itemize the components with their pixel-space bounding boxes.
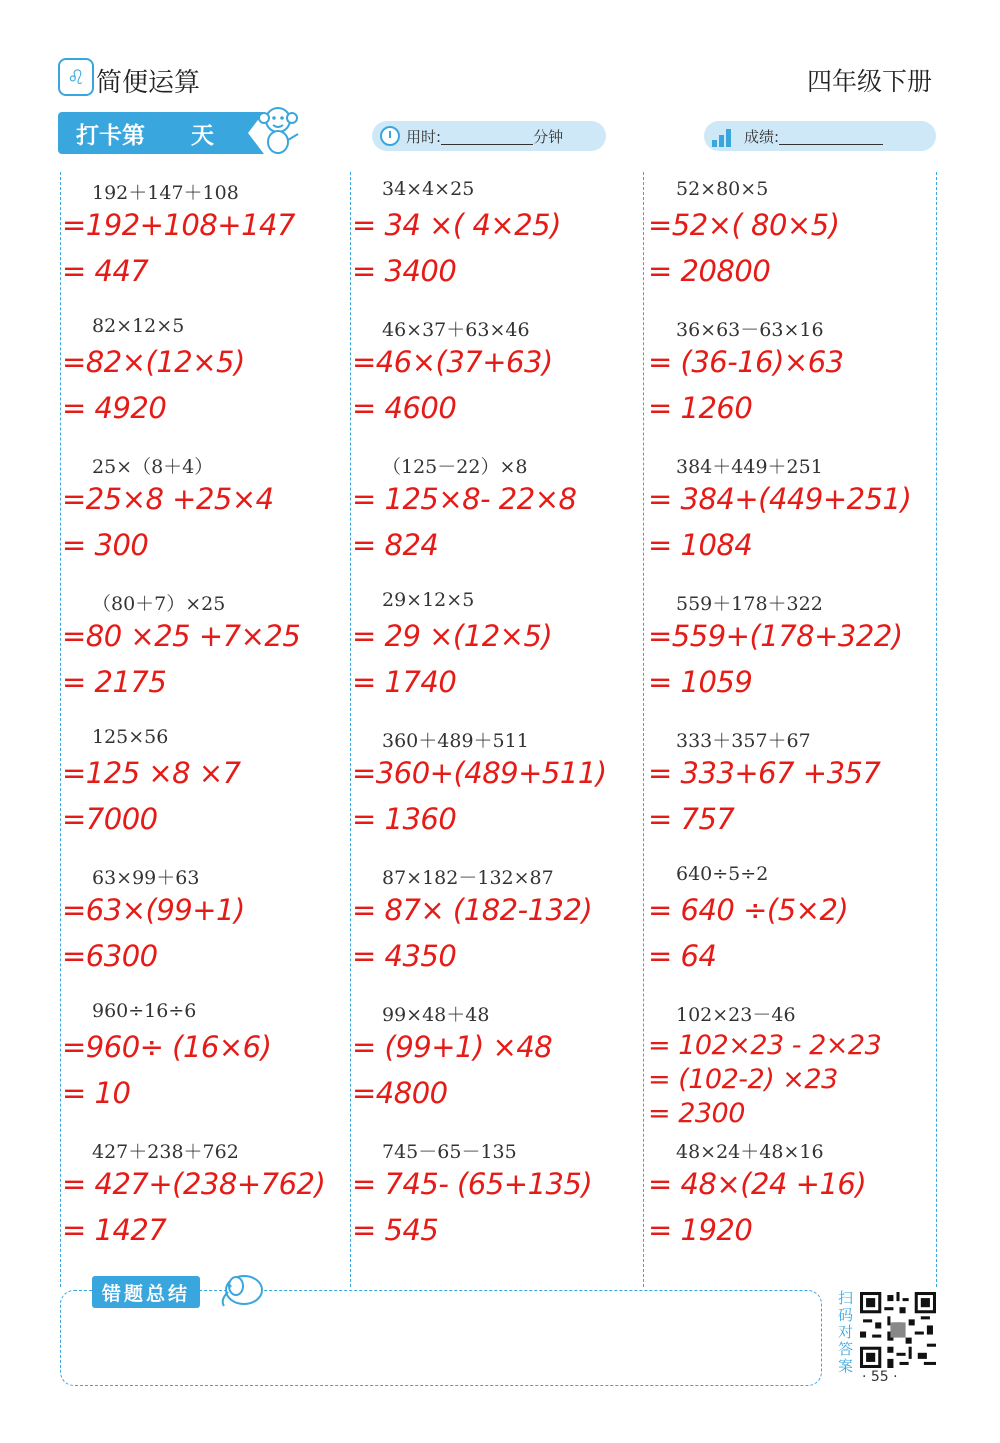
grade-label: 四年级下册 — [806, 67, 932, 96]
problem-expression: 384＋449＋251 — [676, 456, 823, 478]
handwritten-step-1: =125 ×8 ×7 — [62, 756, 241, 790]
handwritten-step-1: =80 ×25 +7×25 — [62, 619, 301, 653]
handwritten-step-1: = 745- (65+135) — [352, 1167, 593, 1201]
score-field — [704, 121, 936, 151]
handwritten-step-2: = 1059 — [648, 665, 753, 699]
handwritten-step-2: = 447 — [62, 254, 149, 288]
handwritten-step-2: = 1427 — [62, 1213, 167, 1247]
handwritten-step-2: = 64 — [648, 939, 717, 973]
handwritten-step-1: =46×(37+63) — [352, 345, 553, 379]
score-label: 成绩: — [744, 127, 780, 146]
handwritten-step-1: = 34 ×( 4×25) — [352, 208, 561, 242]
problem-expression: 427＋238＋762 — [92, 1141, 239, 1163]
handwritten-step-2: = 545 — [352, 1213, 439, 1247]
problem-expression: 48×24＋48×16 — [676, 1141, 824, 1163]
left-border — [60, 172, 61, 1287]
problem-expression: 99×48＋48 — [382, 1004, 490, 1026]
handwritten-step-2: = 4600 — [352, 391, 457, 425]
checkin-label-a: 打卡第 — [76, 122, 145, 149]
problem-expression: 102×23－46 — [676, 1004, 796, 1026]
handwritten-step-2: = 3400 — [352, 254, 457, 288]
lion-logo-icon: ♌ — [58, 58, 94, 96]
handwritten-step-2: = 20800 — [648, 254, 771, 288]
handwritten-step-2: =6300 — [62, 939, 158, 973]
handwritten-step-1: =960÷ (16×6) — [62, 1030, 272, 1064]
handwritten-step-2: = 300 — [62, 528, 149, 562]
handwritten-step-2: = 1920 — [648, 1213, 753, 1247]
handwritten-step-2: = 10 — [62, 1076, 131, 1110]
score-input[interactable] — [779, 128, 883, 145]
problem-expression: 46×37＋63×46 — [382, 319, 530, 341]
handwritten-step-2: = (102-2) ×23 — [648, 1064, 838, 1095]
handwritten-step-1: = 640 ÷(5×2) — [648, 893, 849, 927]
elephant-icon — [216, 1270, 268, 1310]
page-title: 简便运算 — [96, 68, 201, 98]
scan-answer-label: 扫码对答案 — [838, 1289, 854, 1375]
problem-expression: 52×80×5 — [676, 178, 769, 200]
handwritten-step-2: = 1084 — [648, 528, 753, 562]
time-input[interactable] — [441, 128, 533, 145]
problem-expression: 87×182－132×87 — [382, 867, 554, 889]
summary-label: 错题总结 — [92, 1276, 200, 1308]
handwritten-step-1: =192+108+147 — [62, 208, 295, 242]
handwritten-step-2: = 824 — [352, 528, 439, 562]
problem-expression: 29×12×5 — [382, 589, 475, 611]
handwritten-step-2: = 1260 — [648, 391, 753, 425]
problem-expression: 192＋147＋108 — [92, 182, 239, 204]
right-border — [936, 172, 937, 1287]
problem-expression: （125－22）×8 — [382, 456, 528, 478]
handwritten-step-1: =52×( 80×5) — [648, 208, 840, 242]
handwritten-step-1: = (99+1) ×48 — [352, 1030, 553, 1064]
problem-expression: 63×99＋63 — [92, 867, 200, 889]
time-field — [372, 121, 606, 151]
problem-expression: 745－65－135 — [382, 1141, 517, 1163]
page-number: · 55 · — [862, 1369, 898, 1385]
handwritten-step-2: = 4920 — [62, 391, 167, 425]
handwritten-step-2: = 1740 — [352, 665, 457, 699]
handwritten-step-1: = 333+67 +357 — [648, 756, 881, 790]
handwritten-step-3: = 2300 — [648, 1098, 745, 1129]
problem-expression: 125×56 — [92, 726, 169, 748]
handwritten-step-1: =63×(99+1) — [62, 893, 245, 927]
problem-expression: 36×63－63×16 — [676, 319, 824, 341]
handwritten-step-1: = 125×8- 22×8 — [352, 482, 577, 516]
handwritten-step-1: = 102×23 - 2×23 — [648, 1030, 882, 1061]
problem-expression: 360＋489＋511 — [382, 730, 529, 752]
handwritten-step-2: = 2175 — [62, 665, 167, 699]
handwritten-step-1: =82×(12×5) — [62, 345, 245, 379]
handwritten-step-1: = 48×(24 +16) — [648, 1167, 867, 1201]
clock-icon — [380, 126, 400, 146]
column-divider-2 — [643, 172, 644, 1287]
handwritten-step-2: =7000 — [62, 802, 158, 836]
score-chart-icon — [712, 125, 736, 147]
handwritten-step-1: = 87× (182-132) — [352, 893, 593, 927]
handwritten-step-1: =360+(489+511) — [352, 756, 607, 790]
problem-expression: 640÷5÷2 — [676, 863, 769, 885]
handwritten-step-1: =559+(178+322) — [648, 619, 903, 653]
handwritten-step-1: = (36-16)×63 — [648, 345, 844, 379]
time-label: 用时: — [406, 127, 442, 146]
problem-expression: 333＋357＋67 — [676, 730, 811, 752]
checkin-banner — [58, 112, 248, 154]
handwritten-step-1: = 427+(238+762) — [62, 1167, 326, 1201]
problem-expression: 559＋178＋322 — [676, 593, 823, 615]
qr-code-icon[interactable] — [860, 1292, 936, 1368]
handwritten-step-1: = 384+(449+251) — [648, 482, 912, 516]
problem-expression: （80＋7）×25 — [92, 593, 226, 615]
column-divider-1 — [350, 172, 351, 1287]
time-unit: 分钟 — [533, 127, 564, 146]
problem-expression: 960÷16÷6 — [92, 1000, 197, 1022]
problem-expression: 82×12×5 — [92, 315, 185, 337]
handwritten-step-1: = 29 ×(12×5) — [352, 619, 553, 653]
handwritten-step-2: = 1360 — [352, 802, 457, 836]
handwritten-step-2: = 757 — [648, 802, 735, 836]
handwritten-step-1: =25×8 +25×4 — [62, 482, 274, 516]
problem-expression: 34×4×25 — [382, 178, 475, 200]
handwritten-step-2: = 4350 — [352, 939, 457, 973]
handwritten-step-2: =4800 — [352, 1076, 448, 1110]
problem-expression: 25×（8＋4） — [92, 456, 214, 478]
checkin-label-b: 天 — [191, 122, 214, 149]
monkey-mascot-icon — [254, 104, 302, 156]
